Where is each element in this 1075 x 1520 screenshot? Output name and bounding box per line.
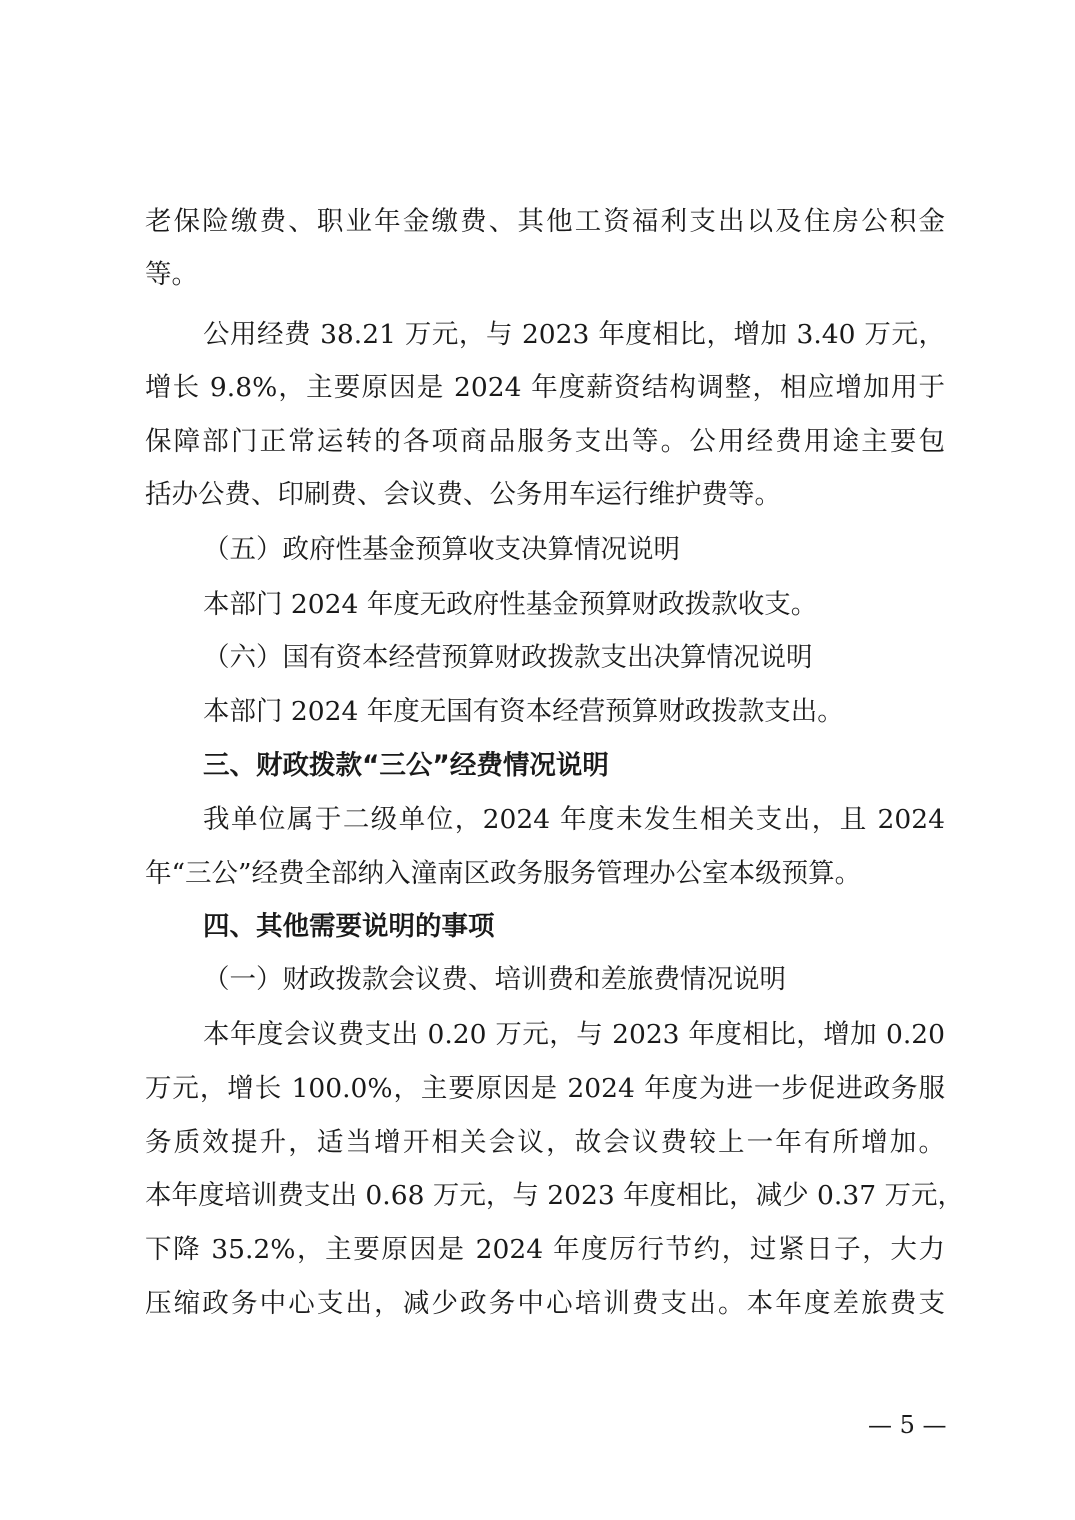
paragraph-line: 增长 9.8%，主要原因是 2024 年度薪资结构调整，相应增加用于 xyxy=(145,372,945,403)
paragraph-line: 本年度会议费支出 0.20 万元，与 2023 年度相比，增加 0.20 xyxy=(203,1019,945,1050)
paragraph-line: 公用经费 38.21 万元，与 2023 年度相比，增加 3.40 万元， xyxy=(203,319,945,350)
paragraph-line: 括办公费、印刷费、会议费、公务用车运行维护费等。 xyxy=(145,479,781,510)
paragraph-line: 务质效提升，适当增开相关会议，故会议费较上一年有所增加。 xyxy=(145,1127,945,1158)
paragraph-line: 本年度培训费支出 0.68 万元，与 2023 年度相比，减少 0.37 万元， xyxy=(145,1180,964,1211)
subsection-heading-1: （一）财政拨款会议费、培训费和差旅费情况说明 xyxy=(203,964,786,995)
section-heading-6: （六）国有资本经营预算财政拨款支出决算情况说明 xyxy=(203,642,813,673)
paragraph-line: 保障部门正常运转的各项商品服务支出等。公用经费用途主要包 xyxy=(145,426,945,457)
paragraph-line: 万元，增长 100.0%，主要原因是 2024 年度为进一步促进政务服 xyxy=(145,1073,945,1104)
paragraph-line: 等。 xyxy=(145,259,198,290)
paragraph-line: 我单位属于二级单位，2024 年度未发生相关支出，且 2024 xyxy=(203,804,945,835)
section-heading-5: （五）政府性基金预算收支决算情况说明 xyxy=(203,534,680,565)
paragraph-line: 本部门 2024 年度无国有资本经营预算财政拨款支出。 xyxy=(203,696,844,727)
paragraph-line: 下降 35.2%，主要原因是 2024 年度厉行节约，过紧日子，大力 xyxy=(145,1234,945,1265)
section-heading-4: 四、其他需要说明的事项 xyxy=(203,911,495,942)
paragraph-line: 老保险缴费、职业年金缴费、其他工资福利支出以及住房公积金 xyxy=(145,206,945,237)
section-heading-3: 三、财政拨款“三公”经费情况说明 xyxy=(203,750,609,781)
paragraph-line: 年“三公”经费全部纳入潼南区政务服务管理办公室本级预算。 xyxy=(145,858,862,889)
page-number: — 5 — xyxy=(868,1411,947,1439)
paragraph-line: 本部门 2024 年度无政府性基金预算财政拨款收支。 xyxy=(203,589,818,620)
paragraph-line: 压缩政务中心支出，减少政务中心培训费支出。本年度差旅费支 xyxy=(145,1288,945,1319)
